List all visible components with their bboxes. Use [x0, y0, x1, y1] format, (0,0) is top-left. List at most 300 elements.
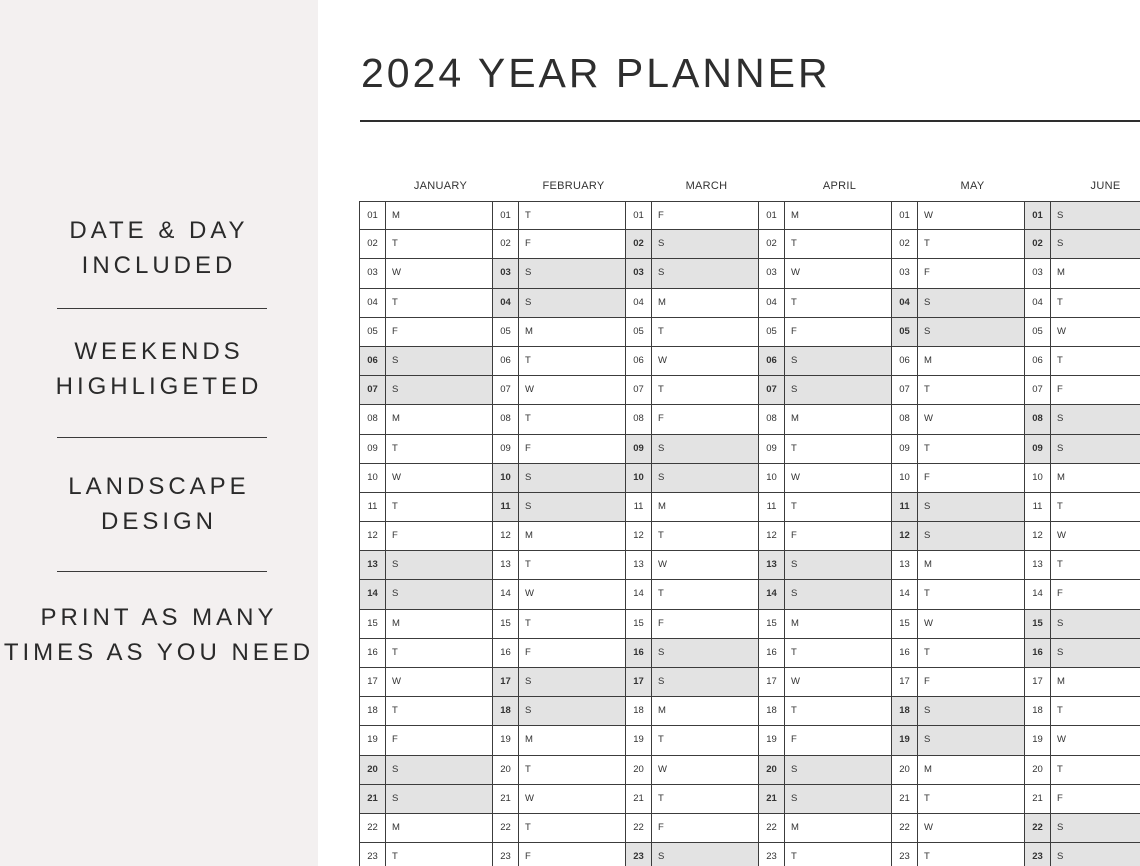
day-number: 16 [759, 639, 785, 667]
day-row [892, 230, 1025, 259]
day-row [892, 785, 1025, 814]
feature-print [0, 600, 318, 670]
day-number: 23 [493, 843, 519, 866]
day-number: 06 [360, 347, 386, 375]
weekday-letter: S [1057, 646, 1064, 658]
day-row [626, 610, 759, 639]
weekday-letter: S [1057, 238, 1064, 250]
day-row [892, 405, 1025, 434]
weekday-letter: W [1057, 325, 1066, 337]
day-number: 14 [1025, 580, 1051, 608]
day-number: 20 [360, 756, 386, 784]
weekday-letter: M [1057, 267, 1065, 279]
day-row [1025, 230, 1140, 259]
day-row [626, 318, 759, 347]
month-column-may [891, 201, 1025, 866]
weekday-letter: T [924, 238, 930, 250]
day-row [759, 814, 892, 843]
day-number: 13 [360, 551, 386, 579]
month-column-april [758, 201, 892, 866]
day-number: 15 [360, 610, 386, 638]
day-row [759, 580, 892, 609]
day-row [1025, 756, 1140, 785]
month-header-march: MARCH [685, 180, 728, 192]
day-number: 21 [360, 785, 386, 813]
day-row [1025, 639, 1140, 668]
weekday-letter: S [1057, 210, 1064, 221]
weekday-letter: T [791, 646, 797, 658]
day-number: 03 [892, 259, 918, 287]
weekday-letter: M [791, 210, 799, 221]
day-number: 08 [626, 405, 652, 433]
day-number: 09 [360, 435, 386, 463]
weekday-letter: T [791, 500, 797, 512]
day-row [759, 464, 892, 493]
day-row [759, 435, 892, 464]
day-row [759, 756, 892, 785]
weekday-letter: W [924, 617, 933, 629]
day-number: 12 [1025, 522, 1051, 550]
weekday-letter: W [658, 559, 667, 571]
day-number: 18 [493, 697, 519, 725]
weekday-letter: M [392, 413, 400, 425]
day-row [360, 493, 493, 522]
weekday-letter: S [525, 267, 532, 279]
weekday-letter: S [392, 384, 399, 396]
day-row [360, 259, 493, 288]
feature-divider [57, 308, 267, 309]
weekday-letter: T [1057, 559, 1063, 571]
weekday-letter: W [658, 354, 667, 366]
day-row [360, 756, 493, 785]
day-number: 20 [493, 756, 519, 784]
weekday-letter: T [791, 442, 797, 454]
month-column-january [359, 201, 493, 866]
weekday-letter: F [658, 617, 664, 629]
weekday-letter: T [924, 792, 930, 804]
day-number: 10 [360, 464, 386, 492]
day-number: 16 [892, 639, 918, 667]
weekday-letter: W [658, 763, 667, 775]
day-row [493, 756, 626, 785]
weekday-letter: T [658, 530, 664, 542]
feature-landscape-line-2: DESIGN [100, 508, 217, 535]
day-row [626, 580, 759, 609]
day-row [626, 726, 759, 755]
day-row [1025, 843, 1140, 866]
day-row [493, 201, 626, 230]
day-number: 06 [1025, 347, 1051, 375]
day-row [493, 697, 626, 726]
feature-sidebar [0, 0, 318, 866]
month-header-april: APRIL [822, 180, 857, 192]
weekday-letter: W [525, 588, 534, 600]
day-row [759, 551, 892, 580]
day-row [493, 551, 626, 580]
day-number: 18 [626, 697, 652, 725]
title-underline [360, 120, 1140, 122]
day-number: 05 [892, 318, 918, 346]
day-number: 17 [360, 668, 386, 696]
weekday-letter: T [392, 500, 398, 512]
weekday-letter: M [924, 559, 932, 571]
day-number: 12 [759, 522, 785, 550]
day-row [759, 289, 892, 318]
day-row [360, 726, 493, 755]
day-row [759, 347, 892, 376]
day-number: 04 [1025, 289, 1051, 317]
day-number: 11 [493, 493, 519, 521]
feature-date-day-line-2: INCLUDED [81, 252, 237, 279]
day-number: 15 [493, 610, 519, 638]
day-number: 16 [1025, 639, 1051, 667]
day-number: 03 [493, 259, 519, 287]
day-number: 02 [892, 230, 918, 258]
weekday-letter: S [924, 500, 931, 512]
weekday-letter: T [392, 442, 398, 454]
weekday-letter: S [791, 354, 798, 366]
day-row [1025, 405, 1140, 434]
weekday-letter: F [525, 442, 531, 454]
day-number: 23 [360, 843, 386, 866]
day-number: 04 [892, 289, 918, 317]
day-row [892, 580, 1025, 609]
day-number: 17 [626, 668, 652, 696]
day-number: 12 [626, 522, 652, 550]
day-number: 12 [892, 522, 918, 550]
day-number: 15 [759, 610, 785, 638]
day-number: 15 [626, 610, 652, 638]
weekday-letter: S [525, 296, 532, 308]
day-number: 02 [759, 230, 785, 258]
weekday-letter: W [525, 792, 534, 804]
weekday-letter: T [924, 442, 930, 454]
weekday-letter: F [658, 413, 664, 425]
day-row [892, 843, 1025, 866]
feature-print-line-1: PRINT AS MANY [40, 604, 278, 631]
day-number: 07 [626, 376, 652, 404]
day-row [1025, 814, 1140, 843]
day-row [892, 464, 1025, 493]
day-number: 08 [759, 405, 785, 433]
weekday-letter: M [1057, 471, 1065, 483]
weekday-letter: T [791, 238, 797, 250]
day-row [360, 610, 493, 639]
day-row [493, 318, 626, 347]
weekday-letter: S [791, 559, 798, 571]
day-row [360, 814, 493, 843]
weekday-letter: F [791, 325, 797, 337]
day-row [759, 259, 892, 288]
day-number: 23 [1025, 843, 1051, 866]
day-row [759, 318, 892, 347]
weekday-letter: T [525, 354, 531, 366]
day-number: 13 [493, 551, 519, 579]
weekday-letter: F [392, 530, 398, 542]
day-row [1025, 376, 1140, 405]
weekday-letter: M [392, 821, 400, 833]
day-row [360, 580, 493, 609]
day-row [360, 639, 493, 668]
feature-weekends [0, 334, 318, 404]
day-row [493, 289, 626, 318]
weekday-letter: T [658, 325, 664, 337]
day-row [759, 697, 892, 726]
weekday-letter: F [392, 734, 398, 746]
day-row [360, 522, 493, 551]
day-row [892, 522, 1025, 551]
day-number: 14 [626, 580, 652, 608]
day-row [493, 522, 626, 551]
day-row [360, 551, 493, 580]
day-number: 08 [360, 405, 386, 433]
day-number: 22 [360, 814, 386, 842]
weekday-letter: S [1057, 851, 1064, 863]
day-row [892, 668, 1025, 697]
weekday-letter: S [1057, 617, 1064, 629]
weekday-letter: T [1057, 500, 1063, 512]
day-row [1025, 785, 1140, 814]
weekday-letter: S [1057, 821, 1064, 833]
day-number: 14 [892, 580, 918, 608]
weekday-letter: F [392, 325, 398, 337]
day-row [1025, 580, 1140, 609]
day-number: 19 [892, 726, 918, 754]
day-number: 01 [759, 202, 785, 229]
day-number: 16 [360, 639, 386, 667]
day-row [493, 464, 626, 493]
day-row [626, 230, 759, 259]
day-row [1025, 318, 1140, 347]
weekday-letter: T [392, 646, 398, 658]
weekday-letter: S [791, 763, 798, 775]
day-number: 07 [759, 376, 785, 404]
weekday-letter: S [392, 763, 399, 775]
feature-weekends-line-2: HIGHLIGETED [55, 373, 263, 400]
day-row [626, 201, 759, 230]
weekday-letter: M [525, 734, 533, 746]
weekday-letter: T [525, 559, 531, 571]
day-row [892, 610, 1025, 639]
day-number: 01 [493, 202, 519, 229]
day-number: 19 [759, 726, 785, 754]
day-row [360, 230, 493, 259]
weekday-letter: T [658, 792, 664, 804]
day-number: 10 [892, 464, 918, 492]
day-number: 19 [626, 726, 652, 754]
day-row [892, 347, 1025, 376]
day-number: 01 [626, 202, 652, 229]
day-number: 08 [1025, 405, 1051, 433]
day-row [493, 493, 626, 522]
day-number: 05 [1025, 318, 1051, 346]
day-number: 10 [759, 464, 785, 492]
weekday-letter: M [791, 617, 799, 629]
weekday-letter: F [658, 210, 664, 221]
day-row [892, 259, 1025, 288]
day-row [759, 726, 892, 755]
day-row [493, 259, 626, 288]
weekday-letter: S [525, 500, 532, 512]
day-row [892, 551, 1025, 580]
day-row [892, 435, 1025, 464]
day-number: 05 [759, 318, 785, 346]
day-number: 02 [626, 230, 652, 258]
day-number: 02 [493, 230, 519, 258]
day-row [759, 610, 892, 639]
weekday-letter: T [392, 705, 398, 717]
day-row [626, 376, 759, 405]
feature-divider [57, 571, 267, 572]
day-number: 09 [759, 435, 785, 463]
day-number: 04 [493, 289, 519, 317]
day-number: 01 [892, 202, 918, 229]
day-number: 12 [360, 522, 386, 550]
day-row [360, 201, 493, 230]
day-number: 14 [360, 580, 386, 608]
day-number: 11 [626, 493, 652, 521]
day-number: 05 [626, 318, 652, 346]
day-row [759, 201, 892, 230]
day-row [759, 230, 892, 259]
day-number: 11 [892, 493, 918, 521]
feature-landscape [0, 469, 318, 539]
weekday-letter: M [658, 500, 666, 512]
day-number: 07 [493, 376, 519, 404]
weekday-letter: S [658, 646, 665, 658]
day-number: 03 [759, 259, 785, 287]
day-row [360, 697, 493, 726]
month-column-march [625, 201, 759, 866]
day-row [892, 726, 1025, 755]
weekday-letter: S [791, 792, 798, 804]
weekday-letter: W [791, 267, 800, 279]
day-row [360, 405, 493, 434]
weekday-letter: W [791, 471, 800, 483]
weekday-letter: T [791, 851, 797, 863]
weekday-letter: T [392, 238, 398, 250]
weekday-letter: T [924, 384, 930, 396]
day-row [493, 376, 626, 405]
day-number: 22 [493, 814, 519, 842]
weekday-letter: T [1057, 763, 1063, 775]
day-number: 22 [892, 814, 918, 842]
day-row [493, 580, 626, 609]
weekday-letter: W [924, 210, 933, 221]
weekday-letter: M [1057, 676, 1065, 687]
weekday-letter: F [791, 734, 797, 746]
planner-grid [359, 201, 1140, 866]
day-number: 10 [626, 464, 652, 492]
day-number: 04 [360, 289, 386, 317]
weekday-letter: S [658, 676, 665, 687]
day-number: 06 [626, 347, 652, 375]
weekday-letter: S [658, 851, 665, 863]
weekday-letter: M [392, 617, 400, 629]
day-number: 15 [892, 610, 918, 638]
weekday-letter: S [658, 471, 665, 483]
planner-sheet [318, 0, 1140, 866]
day-row [493, 230, 626, 259]
feature-date-day-line-1: DATE & DAY [69, 217, 249, 244]
weekday-letter: W [1057, 530, 1066, 542]
day-row [1025, 726, 1140, 755]
day-row [360, 318, 493, 347]
day-number: 03 [626, 259, 652, 287]
day-number: 12 [493, 522, 519, 550]
day-number: 20 [1025, 756, 1051, 784]
day-row [360, 785, 493, 814]
day-number: 18 [360, 697, 386, 725]
weekday-letter: T [525, 821, 531, 833]
day-number: 06 [759, 347, 785, 375]
day-number: 19 [360, 726, 386, 754]
day-number: 17 [1025, 668, 1051, 696]
day-row [493, 435, 626, 464]
day-row [892, 639, 1025, 668]
day-row [626, 522, 759, 551]
feature-date-day [0, 213, 318, 283]
weekday-letter: M [525, 530, 533, 542]
day-number: 18 [1025, 697, 1051, 725]
day-number: 04 [759, 289, 785, 317]
day-row [759, 668, 892, 697]
day-row [759, 639, 892, 668]
day-number: 05 [493, 318, 519, 346]
weekday-letter: T [525, 617, 531, 629]
day-number: 10 [493, 464, 519, 492]
day-row [626, 259, 759, 288]
day-row [626, 814, 759, 843]
day-number: 01 [360, 202, 386, 229]
day-row [493, 610, 626, 639]
day-row [360, 464, 493, 493]
day-row [493, 843, 626, 866]
day-row [1025, 435, 1140, 464]
weekday-letter: F [1057, 384, 1063, 396]
day-number: 02 [360, 230, 386, 258]
feature-print-line-2: TIMES AS YOU NEED [3, 639, 315, 666]
day-number: 09 [493, 435, 519, 463]
day-row [626, 347, 759, 376]
weekday-letter: T [525, 210, 531, 221]
weekday-letter: S [392, 588, 399, 600]
day-row [1025, 259, 1140, 288]
day-row [892, 289, 1025, 318]
day-row [759, 843, 892, 866]
day-row [493, 639, 626, 668]
day-row [626, 435, 759, 464]
weekday-letter: S [924, 734, 931, 746]
day-row [892, 697, 1025, 726]
weekday-letter: T [658, 384, 664, 396]
day-row [360, 347, 493, 376]
weekday-letter: F [924, 267, 930, 279]
day-number: 11 [1025, 493, 1051, 521]
weekday-letter: S [392, 792, 399, 804]
day-row [360, 668, 493, 697]
day-number: 20 [892, 756, 918, 784]
weekday-letter: S [525, 471, 532, 483]
day-number: 15 [1025, 610, 1051, 638]
day-number: 10 [1025, 464, 1051, 492]
weekday-letter: T [392, 851, 398, 863]
weekday-letter: T [1057, 296, 1063, 308]
day-number: 14 [759, 580, 785, 608]
day-number: 13 [759, 551, 785, 579]
day-number: 03 [1025, 259, 1051, 287]
weekday-letter: F [658, 821, 664, 833]
